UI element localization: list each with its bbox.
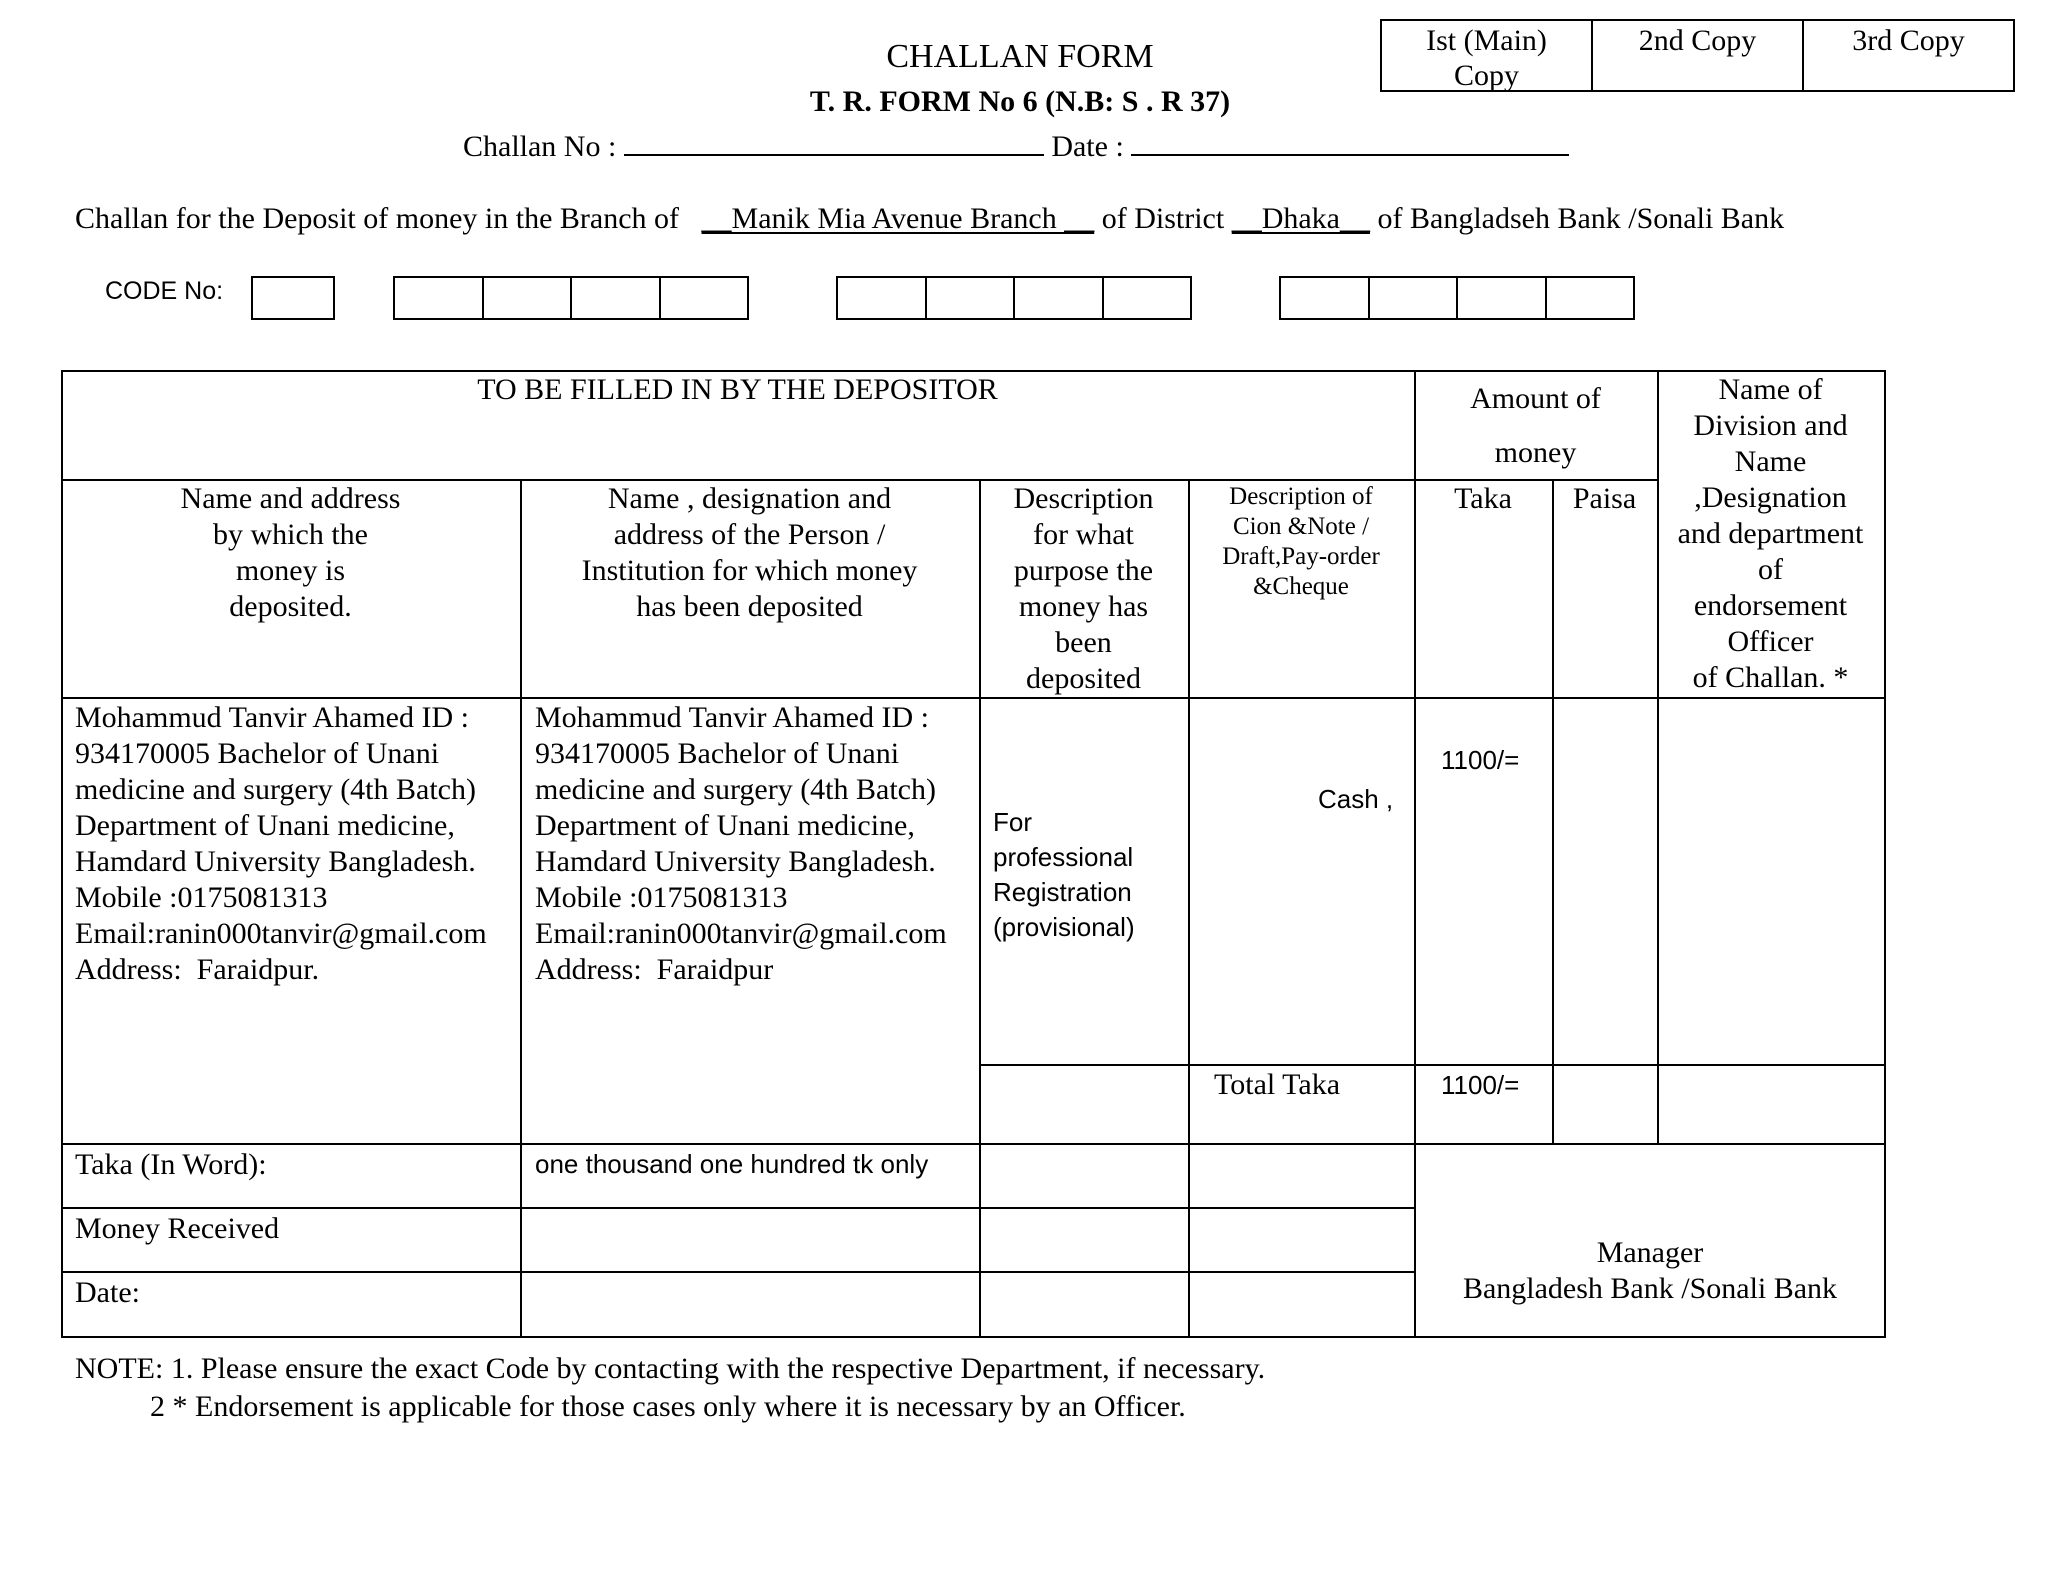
date-row-label: Date:	[75, 1276, 140, 1309]
code-box-2[interactable]	[393, 276, 749, 320]
manager-signature: Manager Bangladesh Bank /Sonali Bank	[1462, 1236, 1838, 1305]
money-received-label: Money Received	[75, 1212, 280, 1245]
total-taka-value: 1100/=	[1441, 1070, 1520, 1100]
copy-main-box: Ist (Main) Copy	[1380, 19, 1593, 92]
code-box-3[interactable]	[836, 276, 1192, 320]
of-district-label: of District	[1101, 202, 1225, 235]
payment-type-value: Cash ,	[1318, 784, 1394, 814]
branch-name: __Manik Mia Avenue Branch __	[701, 202, 1095, 235]
code-label: CODE No:	[105, 277, 224, 305]
copy-second-box: 2nd Copy	[1591, 19, 1804, 92]
form-title: CHALLAN FORM	[886, 38, 1154, 75]
col-purpose-header: Description for what purpose the money has been deposited	[1013, 482, 1154, 695]
taka-amount-value: 1100/=	[1441, 745, 1520, 775]
notes: NOTE: 1. Please ensure the exact Code by contacting with the respective Department, if necessary. 2 * Endorsement is applicable for those cases only where it is necessary by an Officer.	[75, 1352, 1266, 1423]
amount-header: Amount of money	[1470, 382, 1601, 469]
depositor-info: Mohammud Tanvir Ahamed ID : 934170005 Bachelor of Unani medicine and surgery (4th Batch) Department of Unani medicine, Hamdard University Bangladesh. Mobile :0175081313 Email:ranin000tanvir@gmail.com Address: Faraidpur.	[75, 701, 487, 986]
depositor-header: TO BE FILLED IN BY THE DEPOSITOR	[477, 373, 998, 406]
code-box-1[interactable]	[251, 276, 335, 320]
col-beneficiary-header: Name , designation and address of the Person / Institution for which money has been deposited	[581, 482, 918, 623]
code-box-4[interactable]	[1279, 276, 1635, 320]
col-name-address-header: Name and address by which the money is deposited.	[180, 482, 401, 623]
division-header: Name of Division and Name ,Designation and department of endorsement Officer of Challan. *	[1677, 373, 1864, 694]
district-name: __Dhaka__	[1231, 202, 1370, 235]
total-taka-label: Total Taka	[1214, 1068, 1341, 1101]
challan-no-label: Challan No :	[463, 130, 617, 163]
challan-no-row	[463, 126, 1569, 164]
col-payment-header: Description of Cion &Note / Draft,Pay-order &Cheque	[1222, 483, 1380, 600]
in-word-value: one thousand one hundred tk only	[535, 1149, 929, 1179]
deposit-line	[75, 202, 1784, 236]
in-word-label: Taka (In Word):	[75, 1148, 267, 1181]
paisa-header: Paisa	[1572, 482, 1637, 515]
date-label: Date :	[1051, 130, 1124, 163]
deposit-suffix: of Bangladseh Bank /Sonali Bank	[1377, 202, 1785, 235]
challan-no-field[interactable]	[624, 126, 1044, 156]
beneficiary-info: Mohammud Tanvir Ahamed ID : 934170005 Bachelor of Unani medicine and surgery (4th Batch) Department of Unani medicine, Hamdard University Bangladesh. Mobile :0175081313 Email:ranin000tanvir@gmail.com Address: Faraidpur	[535, 701, 947, 986]
deposit-prefix: Challan for the Deposit of money in the Branch of	[75, 202, 680, 235]
taka-header: Taka	[1454, 482, 1512, 515]
date-field[interactable]	[1131, 126, 1569, 156]
form-subtitle: T. R. FORM No 6 (N.B: S . R 37)	[809, 85, 1231, 118]
purpose-value: For professional Registration (provisional)	[993, 807, 1135, 942]
copy-third-box: 3rd Copy	[1802, 19, 2015, 92]
